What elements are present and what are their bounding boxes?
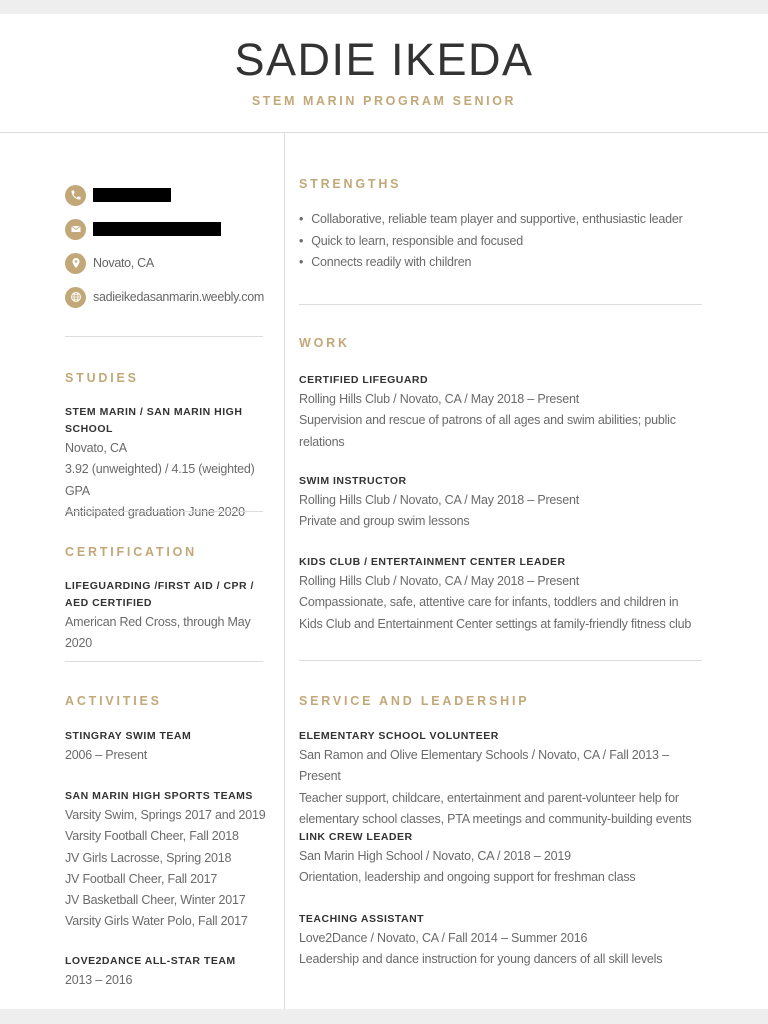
certification-heading: CERTIFICATION	[65, 545, 197, 559]
service-line: San Ramon and Olive Elementary Schools / Novato, CA / Fall 2013 – Present	[299, 748, 669, 784]
strengths-heading: STRENGTHS	[299, 177, 402, 191]
work-line: Rolling Hills Club / Novato, CA / May 2018 – Present	[299, 493, 580, 507]
strength-item: • Connects readily with children	[299, 252, 709, 274]
right-divider-1	[299, 304, 702, 305]
activity-line: JV Basketball Cheer, Winter 2017	[65, 893, 246, 908]
certification-block	[65, 578, 275, 655]
service-line: elementary school classes, PTA meetings and community-building events	[299, 811, 692, 826]
work-item	[299, 473, 702, 533]
service-line: Leadership and dance instruction for young dancers of all skill levels	[299, 952, 663, 967]
work-title: SWIM INSTRUCTOR	[299, 475, 407, 487]
service-heading: SERVICE AND LEADERSHIP	[299, 694, 530, 708]
envelope-icon	[65, 219, 86, 240]
work-line: Supervision and rescue of patrons of all ages and swim abilities; public	[299, 413, 676, 428]
work-item	[299, 372, 702, 453]
certification-name-line1: LIFEGUARDING /FIRST AID / CPR /	[65, 580, 254, 592]
work-title: KIDS CLUB / ENTERTAINMENT CENTER LEADER	[299, 556, 566, 568]
certification-detail: American Red Cross, through May 2020	[65, 615, 251, 651]
work-line: Rolling Hills Club / Novato, CA / May 2018 – Present	[299, 392, 580, 406]
activity-line: Varsity Football Cheer, Fall 2018	[65, 829, 239, 844]
strengths-list	[299, 209, 709, 274]
candidate-subtitle: STEM MARIN PROGRAM SENIOR	[251, 94, 517, 108]
work-line: Compassionate, safe, attentive care for infants, toddlers and children in	[299, 595, 679, 610]
left-divider-2	[65, 511, 263, 512]
contact-phone	[65, 184, 171, 206]
header-divider	[0, 132, 768, 133]
work-heading: WORK	[299, 336, 350, 350]
activity-line: 2013 – 2016	[65, 973, 133, 987]
work-line: Private and group swim lessons	[299, 514, 470, 529]
school-location: Novato, CA	[65, 441, 127, 455]
column-divider	[284, 133, 285, 1009]
right-divider-2	[299, 660, 702, 661]
activity-item	[65, 728, 275, 766]
activity-line: JV Football Cheer, Fall 2017	[65, 871, 218, 886]
service-item	[299, 911, 702, 971]
work-title: CERTIFIED LIFEGUARD	[299, 374, 429, 386]
activity-item	[65, 788, 275, 933]
website-link[interactable]: sadieikedasanmarin.weebly.com	[93, 290, 265, 304]
email-redacted	[93, 222, 221, 236]
service-line: San Marin High School / Novato, CA / 2018 – 2019	[299, 849, 571, 863]
activity-title: STINGRAY SWIM TEAM	[65, 730, 192, 742]
globe-icon	[65, 287, 86, 308]
service-item	[299, 829, 702, 889]
activity-title: SAN MARIN HIGH SPORTS TEAMS	[65, 790, 253, 802]
work-line: Rolling Hills Club / Novato, CA / May 2018 – Present	[299, 574, 580, 588]
activity-line: 2006 – Present	[65, 748, 147, 762]
activity-line: JV Girls Lacrosse, Spring 2018	[65, 850, 232, 865]
activity-line: Varsity Girls Water Polo, Fall 2017	[65, 914, 248, 929]
contact-location	[65, 252, 154, 274]
contact-website	[65, 286, 264, 308]
school-graduation	[65, 502, 275, 523]
service-line: Teacher support, childcare, entertainment and parent-volunteer help for	[299, 790, 679, 805]
service-title: ELEMENTARY SCHOOL VOLUNTEER	[299, 730, 499, 742]
phone-redacted	[93, 188, 171, 202]
activity-item	[65, 953, 275, 991]
resume-page	[0, 14, 768, 1009]
service-title: LINK CREW LEADER	[299, 831, 413, 843]
studies-block	[65, 404, 275, 523]
studies-heading: STUDIES	[65, 371, 139, 385]
resume-header	[0, 14, 768, 132]
service-item	[299, 728, 702, 830]
work-line: relations	[299, 434, 345, 449]
strength-item: • Quick to learn, responsible and focused	[299, 231, 709, 253]
location-text: Novato, CA	[93, 256, 154, 270]
work-item	[299, 554, 702, 635]
service-title: TEACHING ASSISTANT	[299, 913, 425, 925]
left-divider-3	[65, 661, 263, 662]
contact-email	[65, 218, 221, 240]
service-line: Love2Dance / Novato, CA / Fall 2014 – Summer 2016	[299, 931, 588, 945]
work-line: Kids Club and Entertainment Center settings at family-friendly fitness club	[299, 616, 692, 631]
location-pin-icon	[65, 253, 86, 274]
candidate-name: SADIE IKEDA	[234, 34, 534, 85]
activity-line: Varsity Swim, Springs 2017 and 2019	[65, 808, 266, 822]
strength-item: • Collaborative, reliable team player and supportive, enthusiastic leader	[299, 209, 709, 231]
certification-name-line2: AED CERTIFIED	[65, 597, 153, 609]
school-gpa: 3.92 (unweighted) / 4.15 (weighted) GPA	[65, 462, 255, 498]
phone-icon	[65, 185, 86, 206]
left-divider-1	[65, 336, 263, 337]
service-line: Orientation, leadership and ongoing support for freshman class	[299, 870, 636, 885]
school-name: STEM MARIN / SAN MARIN HIGH SCHOOL	[65, 406, 243, 435]
activity-title: LOVE2DANCE ALL-STAR TEAM	[65, 955, 236, 967]
activities-heading: ACTIVITIES	[65, 694, 162, 708]
